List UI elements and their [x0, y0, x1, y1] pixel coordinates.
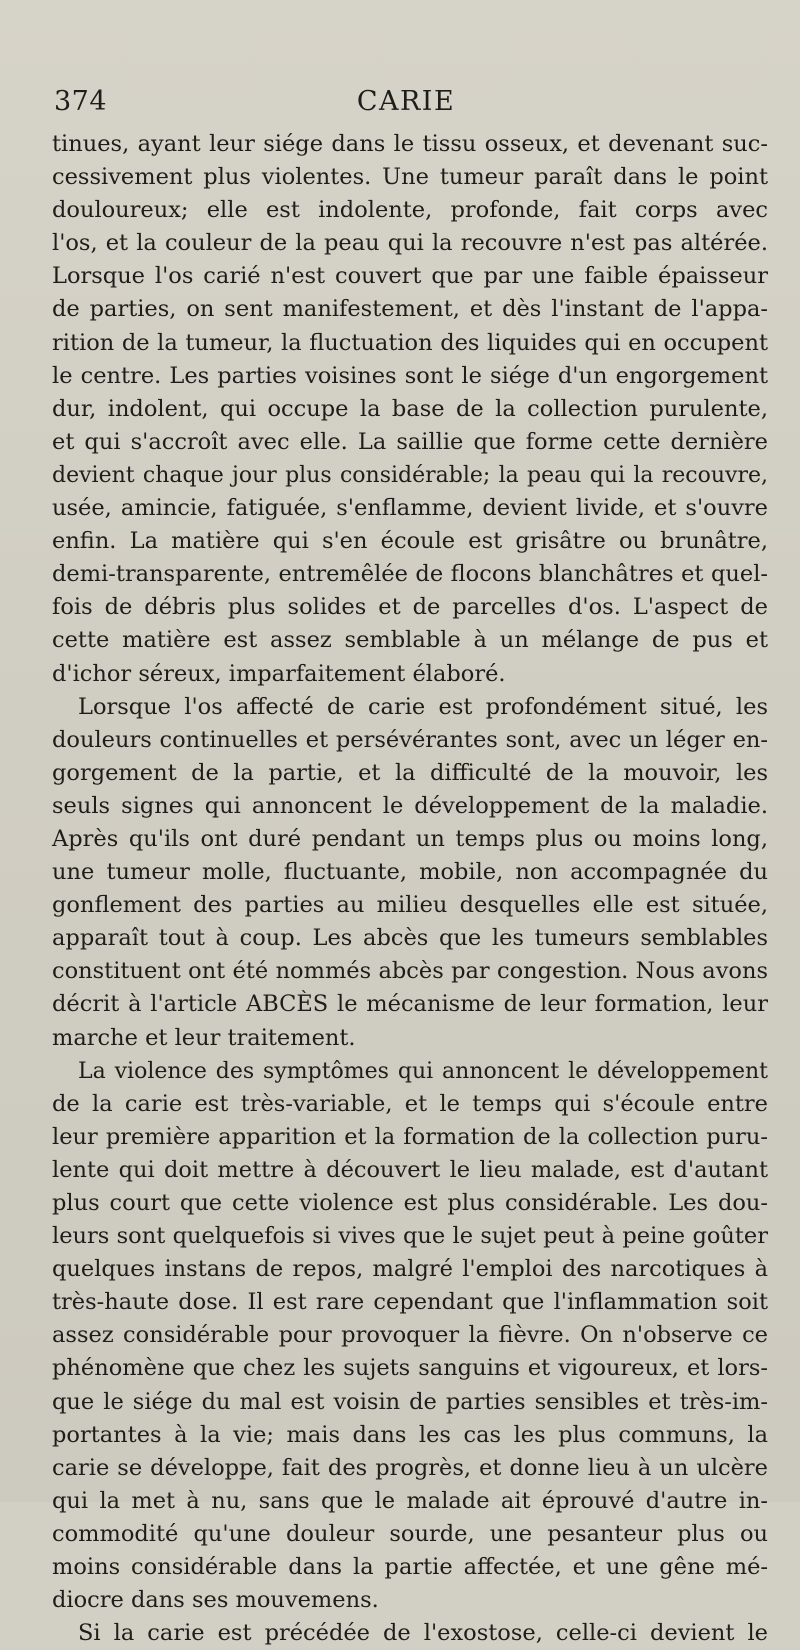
text-line: enfin. La matière qui s'en écoule est grisâtre ou brunâtre, [52, 528, 768, 555]
text-line: et qui s'accroît avec elle. La saillie que forme cette dernière [52, 428, 768, 455]
text-line: Lorsque l'os affecté de carie est profondément situé, les [78, 693, 768, 720]
text-line: rition de la tumeur, la fluctuation des liquides qui en occupent [52, 329, 768, 356]
text-line: usée, amincie, fatiguée, s'enflamme, devient livide, et s'ouvre [52, 495, 768, 522]
text-line: plus court que cette violence est plus considérable. Les dou- [52, 1190, 768, 1216]
text-line: très-haute dose. Il est rare cependant que l'inflammation soit [52, 1289, 768, 1316]
text-line: Après qu'ils ont duré pendant un temps plus ou moins long, [52, 825, 768, 852]
text-line: le centre. Les parties voisines sont le siége d'un engorgement [52, 362, 768, 389]
text-line: quelques instans de repos, malgré l'emploi des narcotiques à [52, 1256, 768, 1283]
text-line: La violence des symptômes qui annoncent le développement [78, 1058, 768, 1084]
text-line: constituent ont été nommés abcès par congestion. Nous avons [52, 958, 768, 985]
text-line: assez considérable pour provoquer la fièvre. On n'observe ce [52, 1322, 768, 1349]
text-line: d'ichor séreux, imparfaitement élaboré. [52, 660, 506, 687]
text-line: Si la carie est précédée de l'exostose, celle-ci devient le [78, 1620, 768, 1647]
body-text [52, 128, 768, 1650]
text-line: l'os, et la couleur de la peau qui la recouvre n'est pas altérée. [52, 230, 768, 257]
text-line: commodité qu'une douleur sourde, une pesanteur plus ou [52, 1520, 768, 1547]
page-number: 374 [54, 86, 108, 117]
text-line: portantes à la vie; mais dans les cas les plus communs, la [52, 1421, 768, 1448]
text-line: carie se développe, fait des progrès, et donne lieu à un ulcère [52, 1454, 768, 1481]
text-line: cette matière est assez semblable à un mélange de pus et [52, 627, 768, 654]
text-line: phénomène que chez les sujets sanguins et vigoureux, et lors- [52, 1355, 768, 1382]
page-header [46, 86, 766, 120]
text-line: leurs sont quelquefois si vives que le sujet peut à peine goûter [52, 1223, 768, 1250]
running-head: CARIE [356, 86, 456, 117]
text-line: décrit à l'article ABCÈS le mécanisme de leur formation, leur [52, 991, 768, 1018]
text-line: gonflement des parties au milieu desquelles elle est située, [52, 892, 768, 919]
text-line: gorgement de la partie, et la difficulté de la mouvoir, les [52, 759, 768, 786]
text-line: douleurs continuelles et persévérantes sont, avec un léger en- [52, 726, 768, 753]
text-line: cessivement plus violentes. Une tumeur paraît dans le point [52, 164, 768, 191]
text-line: de parties, on sent manifestement, et dès l'instant de l'appa- [52, 296, 768, 323]
text-line: diocre dans ses mouvemens. [52, 1587, 379, 1614]
text-line: qui la met à nu, sans que le malade ait éprouvé d'autre in- [52, 1487, 768, 1514]
text-line: marche et leur traitement. [52, 1024, 356, 1051]
text-line: tinues, ayant leur siége dans le tissu osseux, et devenant suc- [52, 131, 768, 157]
text-line: moins considérable dans la partie affectée, et une gêne mé- [52, 1554, 768, 1581]
text-line: apparaît tout à coup. Les abcès que les tumeurs semblables [52, 925, 768, 952]
text-line: une tumeur molle, fluctuante, mobile, non accompagnée du [52, 859, 768, 886]
text-line: leur première apparition et la formation de la collection puru- [52, 1123, 768, 1150]
text-line: fois de débris plus solides et de parcelles d'os. L'aspect de [52, 594, 768, 621]
text-line: Lorsque l'os carié n'est couvert que par une faible épaisseur [52, 263, 768, 290]
text-line: que le siége du mal est voisin de parties sensibles et très-im- [52, 1388, 768, 1415]
text-line: seuls signes qui annoncent le développement de la maladie. [52, 792, 768, 819]
text-line: douloureux; elle est indolente, profonde, fait corps avec [52, 197, 768, 224]
text-line: lente qui doit mettre à découvert le lieu malade, est d'autant [52, 1156, 768, 1183]
text-line: devient chaque jour plus considérable; la peau qui la recouvre, [52, 462, 768, 488]
text-line: de la carie est très-variable, et le temps qui s'écoule entre [52, 1090, 768, 1117]
text-line: dur, indolent, qui occupe la base de la collection purulente, [52, 395, 768, 422]
text-line: demi-transparente, entremêlée de flocons blanchâtres et quel- [52, 561, 768, 588]
